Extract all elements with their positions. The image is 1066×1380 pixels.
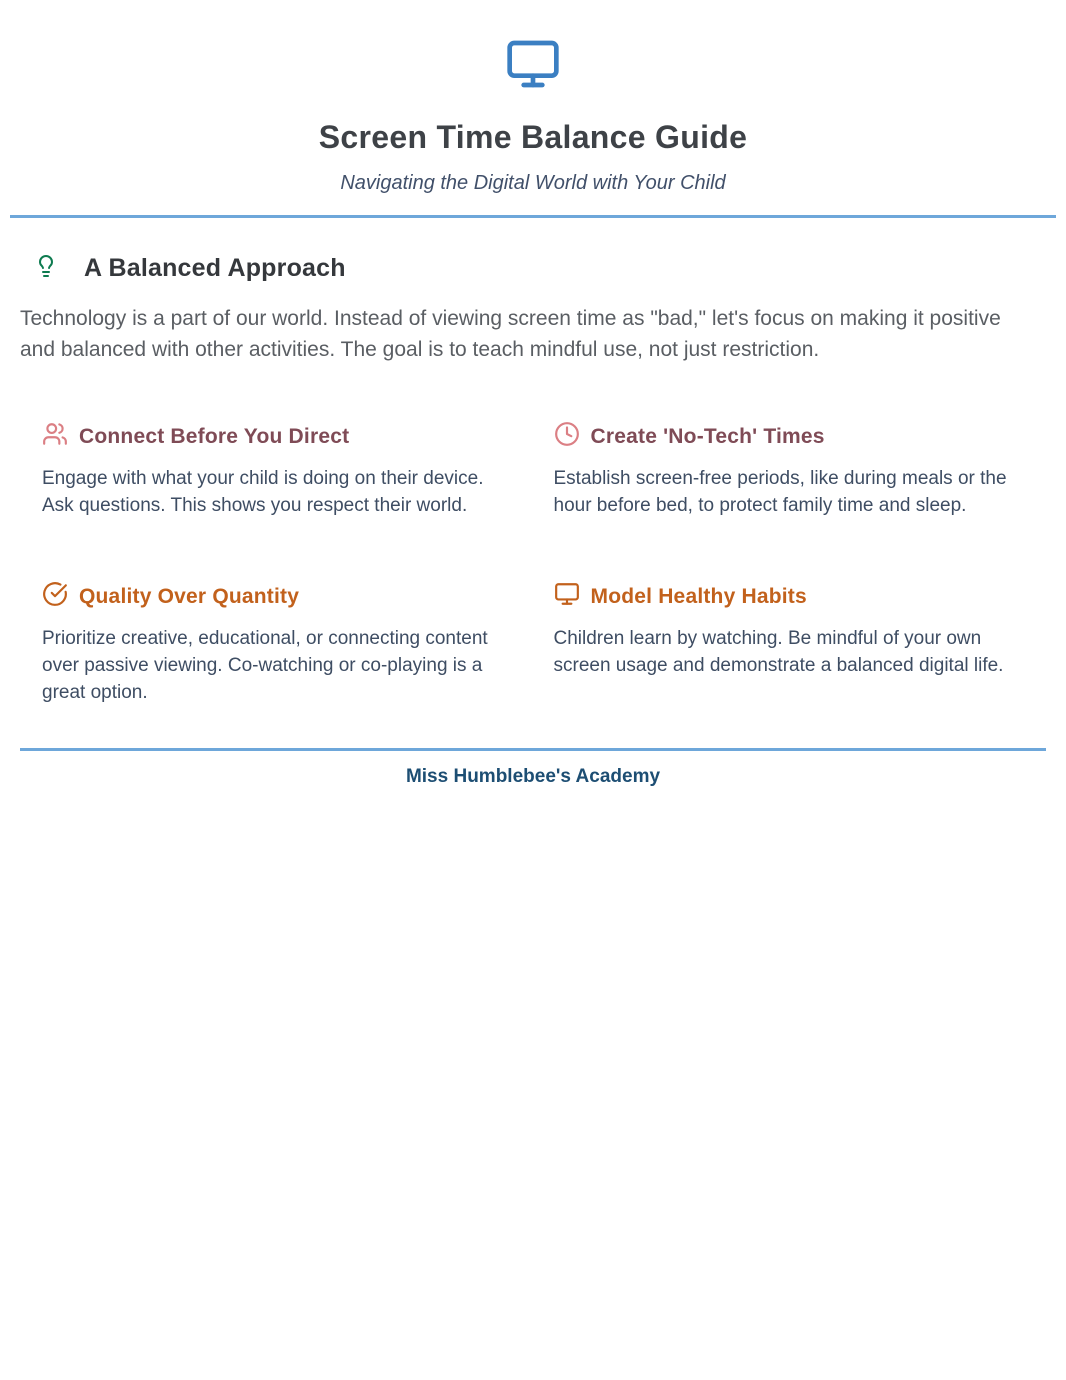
page-subtitle: Navigating the Digital World with Your Child <box>340 172 726 194</box>
tip-body: Engage with what your child is doing on their device. Ask questions. This shows you respect their world. <box>42 468 484 516</box>
monitor-icon <box>554 581 580 612</box>
clock-icon <box>554 421 580 452</box>
footer-academy-name: Miss Humblebee's Academy <box>405 766 661 787</box>
tip-card-model-habits <box>554 581 1021 706</box>
tip-card-head <box>554 581 1021 612</box>
tip-card-head <box>42 421 509 452</box>
check-circle-icon <box>42 581 68 612</box>
tip-body: Children learn by watching. Be mindful of your own screen usage and demonstrate a balanced digital life. <box>553 628 1004 676</box>
monitor-icon <box>505 79 561 96</box>
footer-divider <box>20 748 1046 751</box>
tip-card-connect <box>42 421 509 519</box>
header-icon-wrap <box>0 36 1066 97</box>
tip-title: Create 'No-Tech' Times <box>590 424 825 448</box>
tip-card-head <box>554 421 1021 452</box>
tip-card-quality <box>42 581 509 706</box>
tip-card-head <box>42 581 509 612</box>
header-divider <box>10 215 1056 218</box>
tips-grid <box>42 421 1020 706</box>
lightbulb-icon <box>34 254 58 283</box>
tip-title: Quality Over Quantity <box>79 584 300 608</box>
tip-title: Connect Before You Direct <box>79 424 350 448</box>
intro-paragraph: Technology is a part of our world. Instead of viewing screen time as "bad," let's focus on making it positive and balanced with other activities. The goal is to teach mindful use, not just restriction. <box>20 307 1001 361</box>
balanced-approach-heading <box>0 254 1066 283</box>
section-title: A Balanced Approach <box>84 254 346 282</box>
tip-card-no-tech-times <box>554 421 1021 519</box>
page-title: Screen Time Balance Guide <box>318 119 748 155</box>
users-icon <box>42 421 68 452</box>
tip-body: Prioritize creative, educational, or connecting content over passive viewing. Co-watching or co-playing is a great option. <box>42 628 488 703</box>
tip-body: Establish screen-free periods, like during meals or the hour before bed, to protect family time and sleep. <box>553 468 1007 516</box>
tip-title: Model Healthy Habits <box>590 584 807 608</box>
